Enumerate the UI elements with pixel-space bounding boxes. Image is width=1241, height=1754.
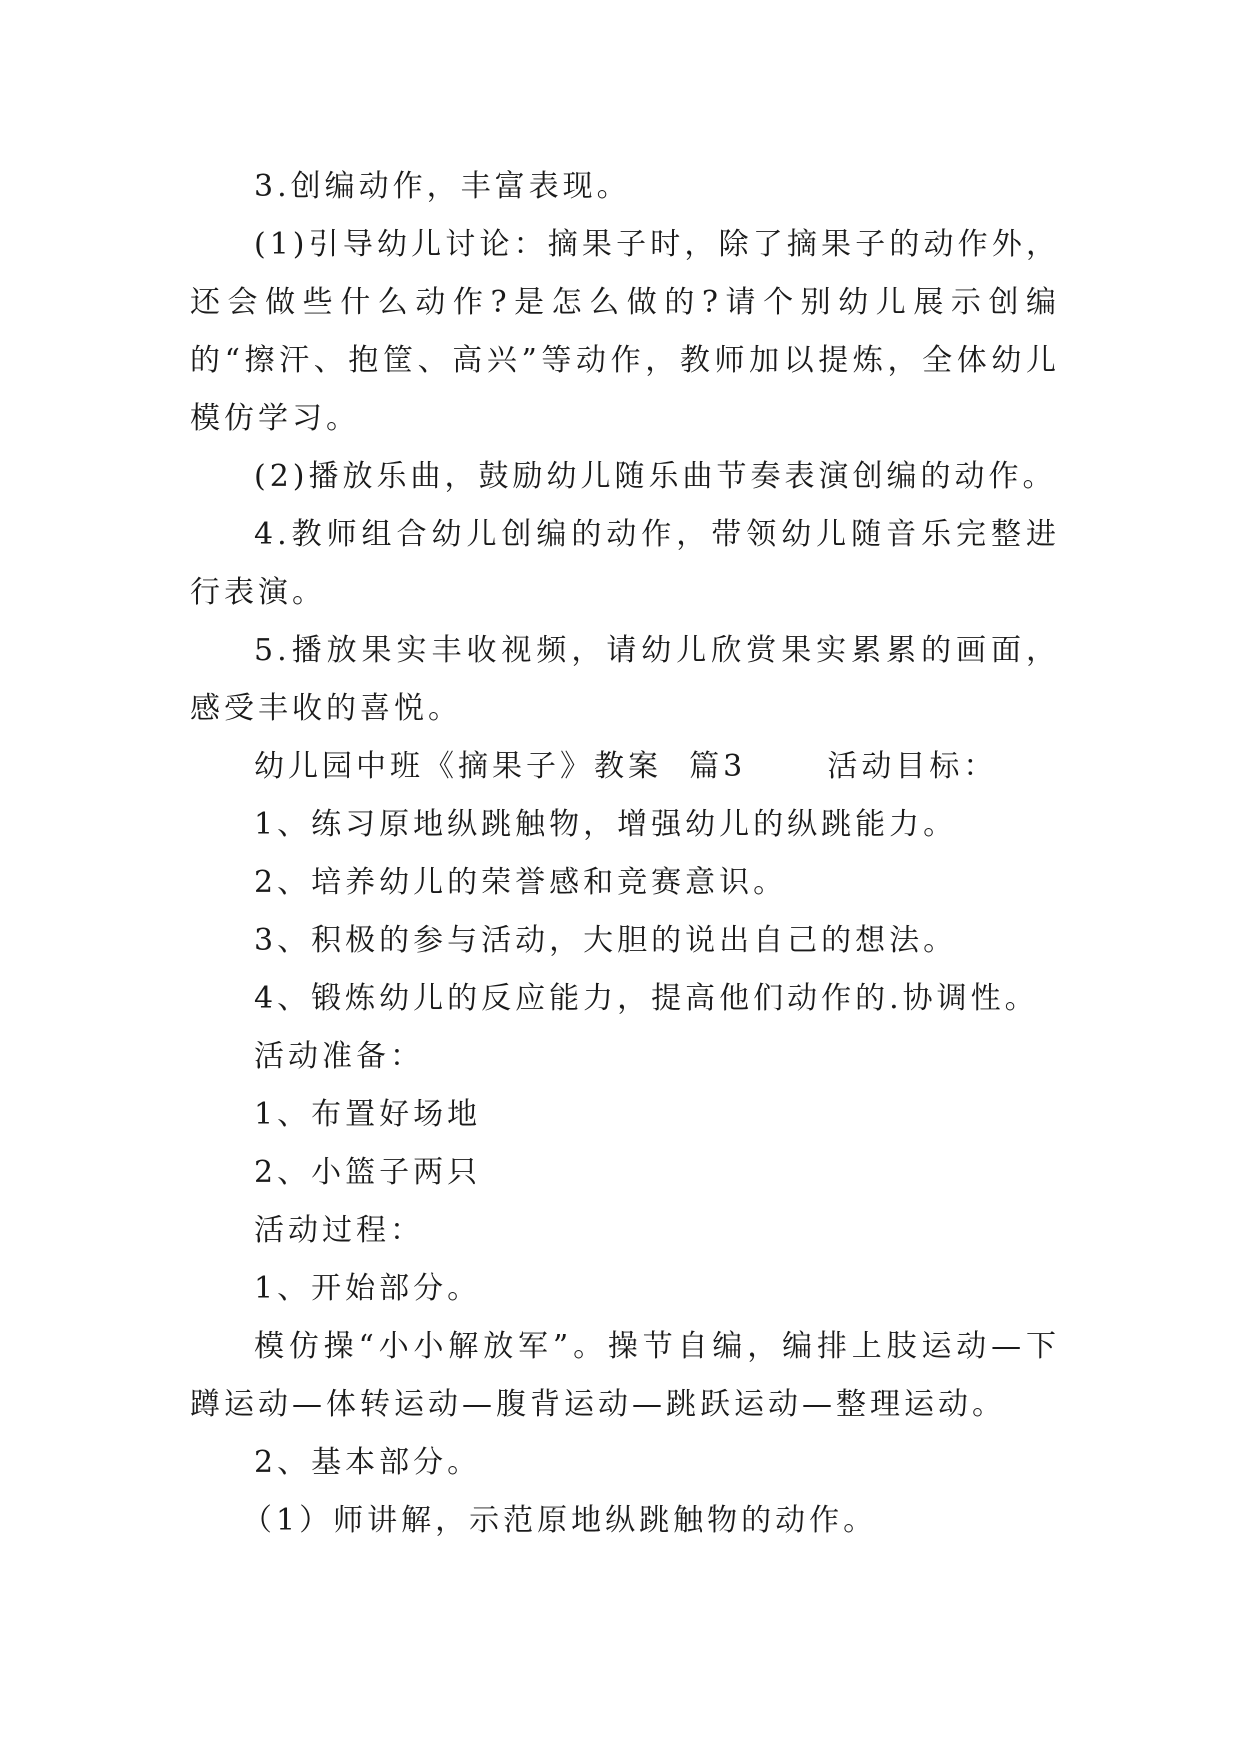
preparation-item-2: 2、小篮子两只	[254, 1155, 482, 1190]
goal-item-4: 4、锻炼幼儿的反应能力，提高他们动作的.协调性。	[254, 981, 1039, 1016]
paragraph-play-music: (2)播放乐曲，鼓励幼儿随乐曲节奏表演创编的动作。	[254, 459, 1057, 494]
preparation-item-1: 1、布置好场地	[254, 1097, 482, 1132]
section-heading-lesson-3: 幼儿园中班《摘果子》教案 篇3 活动目标：	[254, 749, 998, 784]
process-substep-1: （1）师讲解，示范原地纵跳触物的动作。	[242, 1503, 878, 1538]
paragraph-create-actions: 3.创编动作，丰富表现。	[254, 169, 631, 204]
document-body	[190, 158, 1060, 1550]
preparation-heading: 活动准备：	[254, 1039, 424, 1074]
process-step-2: 2、基本部分。	[254, 1445, 482, 1480]
process-exercise-description: 模仿操“小小解放军”。操节自编，编排上肢运动—下蹲运动—体转运动—腹背运动—跳跃运动—整理运动。	[190, 1329, 1060, 1422]
process-heading: 活动过程：	[254, 1213, 424, 1248]
process-step-1: 1、开始部分。	[254, 1271, 482, 1306]
paragraph-combine-actions: 4.教师组合幼儿创编的动作，带领幼儿随音乐完整进行表演。	[190, 517, 1060, 610]
goal-item-2: 2、培养幼儿的荣誉感和竞赛意识。	[254, 865, 788, 900]
goal-item-3: 3、积极的参与活动，大胆的说出自己的想法。	[254, 923, 958, 958]
paragraph-harvest-video: 5.播放果实丰收视频，请幼儿欣赏果实累累的画面，感受丰收的喜悦。	[190, 633, 1060, 726]
paragraph-discussion: (1)引导幼儿讨论：摘果子时，除了摘果子的动作外，还会做些什么动作?是怎么做的?请个别幼儿展示创编的“擦汗、抱筐、高兴”等动作，教师加以提炼，全体幼儿模仿学习。	[190, 227, 1060, 436]
goal-item-1: 1、练习原地纵跳触物，增强幼儿的纵跳能力。	[254, 807, 958, 842]
